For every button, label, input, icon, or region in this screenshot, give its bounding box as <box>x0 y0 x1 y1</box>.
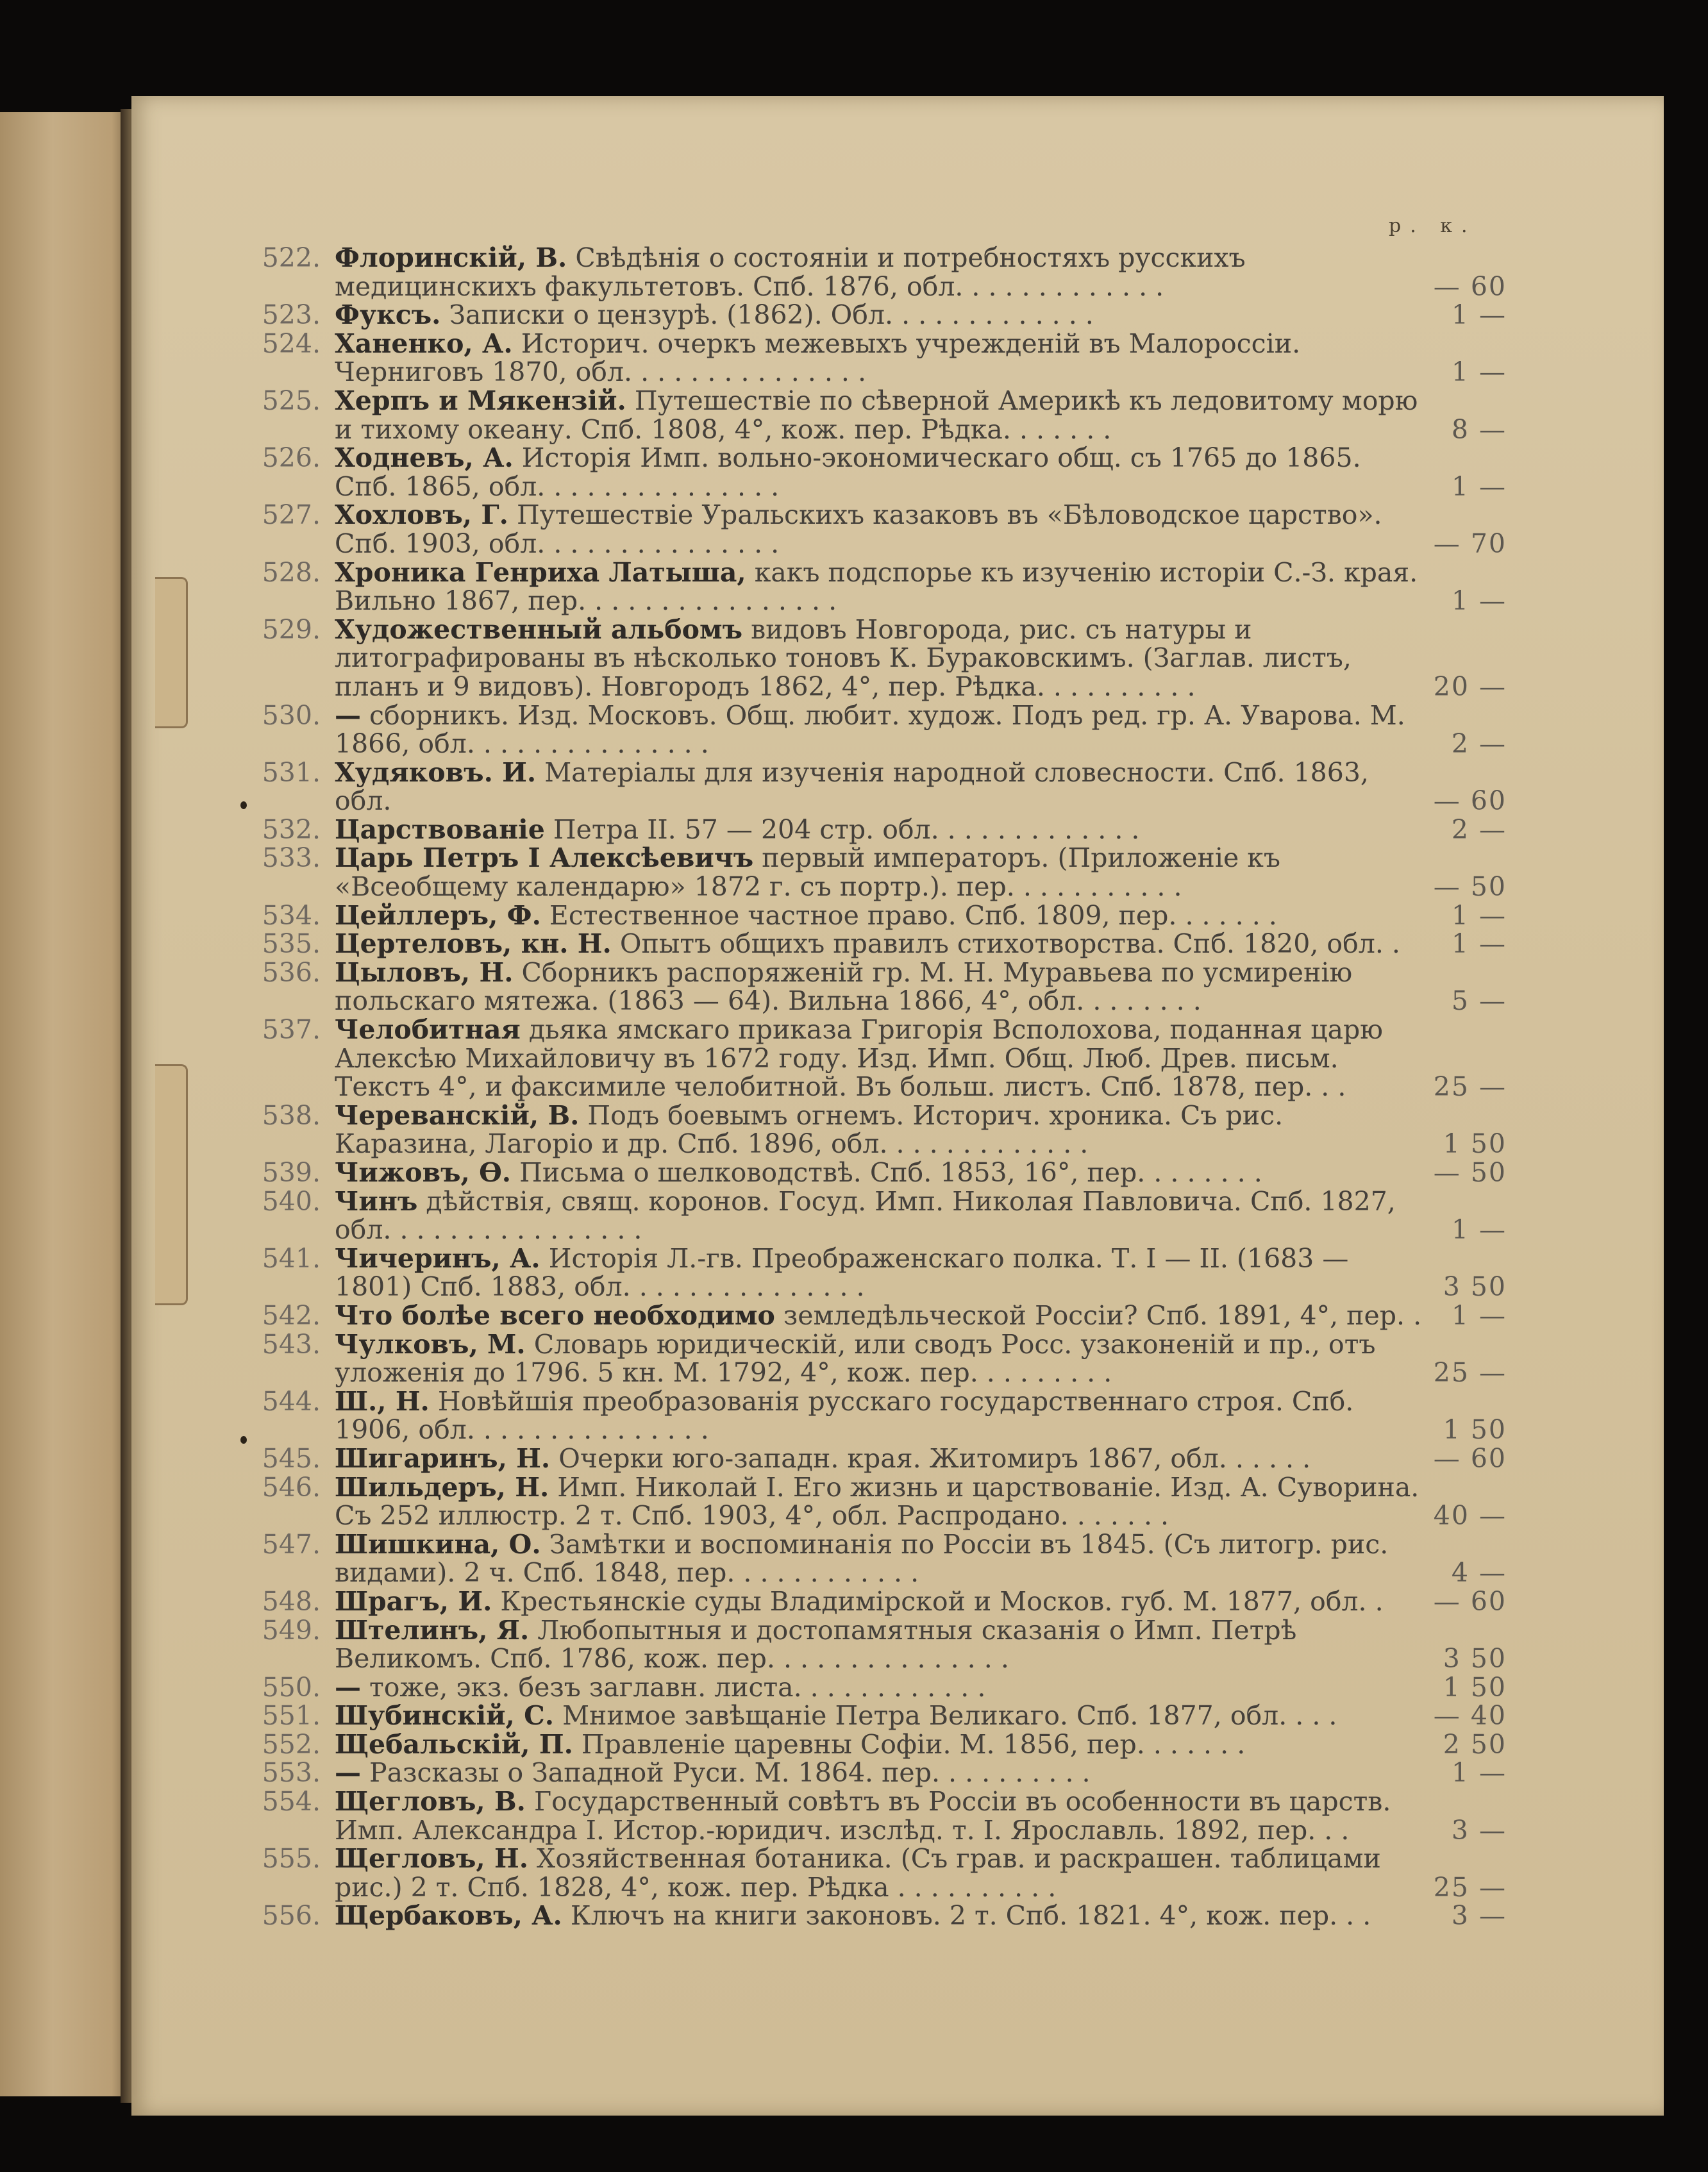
price-column-header: р. к. <box>1389 215 1477 237</box>
left-page-edge <box>0 112 131 2096</box>
entry-price: 1 — <box>1451 356 1507 388</box>
entry-price: — 60 <box>1433 1442 1507 1474</box>
entry-number: 525. <box>262 385 321 416</box>
entry-number: 536. <box>262 957 321 988</box>
entry-price: 3 — <box>1451 1900 1507 1932</box>
entry-author: Щегловъ, Н. <box>335 1843 528 1875</box>
entry-number: 542. <box>262 1299 321 1331</box>
entry-price: 3 — <box>1451 1814 1507 1846</box>
entry-description: Словарь юридическій, или сводъ Росс. узаконеній и пр., отъ уложенія до 1796. 5 кн. М. 1792, 4°, кож. пер. . . . . . . . . <box>335 1328 1376 1389</box>
entry-description: Исторія Л.-гв. Преображенскаго полка. Т. I — II. (1683 — 1801) Спб. 1883, обл. . . . . . . . . . . . . . . <box>335 1242 1349 1303</box>
binding-hole <box>240 1436 247 1444</box>
entry-author: Чулковъ, М. <box>335 1328 526 1360</box>
entry-description: Правленіе царевны Софіи. М. 1856, пер. . . . . . . <box>581 1728 1246 1760</box>
entry-price: 1 — <box>1451 1214 1507 1246</box>
entry-price: 25 — <box>1433 1357 1507 1389</box>
entry-price: 4 — <box>1451 1557 1507 1589</box>
entry-author: Худяковъ. И. <box>335 756 537 788</box>
entry-description: земледѣльческой Россіи? Спб. 1891, 4°, пер. . <box>783 1299 1422 1331</box>
entry-description: Разсказы о Западной Руси. М. 1864. пер. . . . . . . . . . <box>369 1757 1091 1789</box>
entry-author: Хохловъ, Г. <box>335 499 508 531</box>
entry-number: 541. <box>262 1242 321 1274</box>
entry-text <box>263 1730 1425 1759</box>
entry-author: Чичеринъ, А. <box>335 1242 540 1274</box>
entry-description: Путешествіе Уральскихъ казаковъ въ «Бѣловодское царство». Спб. 1903, обл. . . . . . . . . . . . . . . <box>335 499 1382 559</box>
entry-text <box>263 844 1425 901</box>
entry-price: 3 50 <box>1443 1643 1507 1675</box>
entry-text <box>263 901 1425 930</box>
entry-text <box>263 1616 1425 1673</box>
entry-text <box>263 444 1425 501</box>
entry-author: Ходневъ, А. <box>335 442 514 474</box>
entry-text <box>263 1844 1425 1901</box>
entry-price: — 40 <box>1433 1700 1507 1732</box>
entry-author: Художественный альбомъ <box>335 614 743 645</box>
entry-description: тоже, экз. безъ заглавн. листа. . . . . . . . . . . . <box>369 1671 986 1703</box>
catalog-entry <box>262 499 1507 559</box>
entry-price: 1 — <box>1451 1757 1507 1789</box>
entry-description: Замѣтки и воспоминанія по Россіи въ 1845. (Съ литогр. рис. видами). 2 ч. Спб. 1848, пер. . . . . . . . . . . . <box>335 1528 1389 1589</box>
catalog-entry <box>262 1757 1507 1789</box>
binding-tab <box>155 1064 188 1305</box>
catalog-entry <box>262 1471 1507 1532</box>
entry-number: 544. <box>262 1385 321 1417</box>
entry-author: Щебальскій, П. <box>335 1728 573 1760</box>
entry-price: 25 — <box>1433 1071 1507 1103</box>
catalog-entry <box>262 814 1507 845</box>
entry-price: 2 — <box>1451 728 1507 760</box>
entry-number: 543. <box>262 1328 321 1360</box>
catalog-entry <box>262 1700 1507 1732</box>
entry-description: Ключъ на книги законовъ. 2 т. Спб. 1821. 4°, кож. пер. . . <box>570 1900 1371 1932</box>
entry-author: Чинъ <box>335 1185 418 1217</box>
entry-text <box>263 701 1425 758</box>
catalog-entry <box>262 1157 1507 1188</box>
entry-description: Новѣйшія преобразованія русскаго государственнаго строя. Спб. 1906, обл. . . . . . . . . . . . . . . <box>335 1385 1354 1446</box>
entry-price: — 70 <box>1433 528 1507 559</box>
entry-number: 532. <box>262 814 321 845</box>
entry-price: 1 — <box>1451 899 1507 931</box>
binding-tab <box>155 577 188 728</box>
entry-price: 3 50 <box>1443 1271 1507 1303</box>
catalog-entry <box>262 1671 1507 1703</box>
entry-price: 5 — <box>1451 985 1507 1017</box>
entry-description: Матеріалы для изученія народной словесности. Спб. 1863, обл. <box>335 756 1369 817</box>
entry-description: дѣйствія, свящ. коронов. Госуд. Имп. Николая Павловича. Спб. 1827, обл. . . . . . . . . . . . . . . . <box>335 1185 1396 1246</box>
entry-number: 529. <box>262 614 321 645</box>
entry-price: 20 — <box>1433 671 1507 702</box>
entry-price: 1 — <box>1451 928 1507 960</box>
entry-price: 1 — <box>1451 471 1507 502</box>
entry-author: Чижовъ, Ѳ. <box>335 1157 512 1188</box>
catalog-entry <box>262 899 1507 931</box>
entry-author: Флоринскій, В. <box>335 242 567 273</box>
entry-author: Царствованіе <box>335 814 545 845</box>
entry-price: 1 50 <box>1443 1414 1507 1446</box>
entry-description: Свѣдѣнія о состояніи и потребностяхъ русскихъ медицинскихъ факультетовъ. Спб. 1876, обл. . . . . . . . . . . . . <box>335 242 1246 302</box>
entry-number: 539. <box>262 1157 321 1188</box>
entry-number: 533. <box>262 842 321 874</box>
entry-text <box>263 301 1425 330</box>
entry-text <box>263 1330 1425 1387</box>
entry-description: Исторія Имп. вольно-экономическаго общ. съ 1765 до 1865. Спб. 1865, обл. . . . . . . . . . . . . . . <box>335 442 1361 502</box>
entry-number: 545. <box>262 1442 321 1474</box>
entry-author: Ш., Н. <box>335 1385 430 1417</box>
entry-author: Челобитная <box>335 1014 521 1046</box>
entry-price: — 60 <box>1433 785 1507 817</box>
entry-number: 549. <box>262 1614 321 1646</box>
entry-text <box>263 930 1425 958</box>
entry-description: первый императоръ. (Приложеніе къ «Всеобщему календарю» 1872 г. съ портр.). пер. . . . . . . . . . . <box>335 842 1280 903</box>
entry-number: 526. <box>262 442 321 474</box>
entry-number: 527. <box>262 499 321 531</box>
entry-description: Петра II. 57 — 204 стр. обл. . . . . . . . . . . . . <box>553 814 1140 845</box>
catalog-entry <box>262 242 1507 302</box>
catalog-entry <box>262 1328 1507 1389</box>
entry-number: 538. <box>262 1099 321 1131</box>
entry-number: 553. <box>262 1757 321 1789</box>
entry-text <box>263 1673 1425 1702</box>
entry-price: 1 50 <box>1443 1128 1507 1160</box>
entry-author: Херпъ и Мякензій. <box>335 385 626 416</box>
entry-number: 537. <box>262 1014 321 1046</box>
entry-description: Крестьянскіе суды Владимірской и Москов. губ. М. 1877, обл. . <box>500 1585 1384 1617</box>
catalog-entry <box>262 556 1507 617</box>
entry-number: 534. <box>262 899 321 931</box>
entry-text <box>263 330 1425 387</box>
entry-description: Очерки юго-западн. края. Житомиръ 1867, обл. . . . . . <box>558 1442 1311 1474</box>
entry-description: Путешествіе по сѣверной Америкѣ къ ледовитому морю и тихому океану. Спб. 1808, 4°, кож. пер. Рѣдка. . . . . . . <box>335 385 1418 445</box>
entry-number: 552. <box>262 1728 321 1760</box>
entry-number: 555. <box>262 1843 321 1875</box>
catalog-entry <box>262 1528 1507 1589</box>
entry-number: 546. <box>262 1471 321 1503</box>
entry-number: 548. <box>262 1585 321 1617</box>
entry-description: Подъ боевымъ огнемъ. Историч. хроника. Съ рис. Каразина, Лагоріо и др. Спб. 1896, обл. . . . . . . . . . . . . <box>335 1099 1284 1160</box>
entry-text <box>263 1901 1425 1930</box>
entry-author: — <box>335 1757 361 1789</box>
catalog-entry <box>262 385 1507 445</box>
catalog-entry <box>262 1728 1507 1760</box>
entry-price: — 60 <box>1433 1585 1507 1617</box>
entry-price: 25 — <box>1433 1871 1507 1903</box>
entry-author: Шубинскій, С. <box>335 1700 555 1732</box>
catalog-entry <box>262 1614 1507 1675</box>
entry-number: 523. <box>262 299 321 331</box>
catalog-entry <box>262 1786 1507 1846</box>
entry-text <box>263 815 1425 844</box>
catalog-entry <box>262 756 1507 817</box>
catalog-entry <box>262 328 1507 388</box>
entry-text <box>263 1473 1425 1530</box>
entry-author: Шигаринъ, Н. <box>335 1442 551 1474</box>
catalog-entry <box>262 1900 1507 1932</box>
entry-description: какъ подспорье къ изученію исторіи С.-З. края. Вильно 1867, пер. . . . . . . . . . . . . . . . <box>335 556 1418 617</box>
entry-description: Государственный совѣтъ въ Россіи въ особенности въ царств. Имп. Александра I. Истор.-юридич. изслѣд. т. I. Ярославль. 1892, пер. . . <box>335 1786 1391 1846</box>
catalog-entry <box>262 1185 1507 1246</box>
entry-text <box>263 1187 1425 1244</box>
entry-price: 2 50 <box>1443 1728 1507 1760</box>
catalog-entry <box>262 614 1507 702</box>
entry-text <box>263 615 1425 701</box>
entry-description: Имп. Николай I. Его жизнь и царствованіе. Изд. А. Суворина. Съ 252 иллюстр. 2 т. Спб. 1903, 4°, обл. Распродано. . . . . . . <box>335 1471 1419 1532</box>
entry-description: Сборникъ распоряженій гр. М. Н. Муравьева по усмиренію польскаго мятежа. (1863 — 64). Вильна 1866, 4°, обл. . . . . . . . <box>335 957 1353 1017</box>
entry-number: 551. <box>262 1700 321 1732</box>
entry-author: — <box>335 699 361 731</box>
entry-description: Опытъ общихъ правилъ стихотворства. Спб. 1820, обл. . <box>619 928 1400 960</box>
entry-description: Любопытныя и достопамятныя сказанія о Имп. Петрѣ Великомъ. Спб. 1786, кож. пер. . . . . . . . . . . . . . . <box>335 1614 1297 1675</box>
entry-description: Естественное частное право. Спб. 1809, пер. . . . . . . <box>549 899 1277 931</box>
entry-text <box>263 1530 1425 1587</box>
catalog-entry <box>262 699 1507 760</box>
entry-author: Хроника Генриха Латыша, <box>335 556 746 588</box>
entry-description: Историч. очеркъ межевыхъ учрежденій въ Малороссіи. Черниговъ 1870, обл. . . . . . . . . . . . . . . <box>335 328 1301 388</box>
entry-author: Щербаковъ, А. <box>335 1900 562 1932</box>
entry-text <box>263 758 1425 815</box>
catalog-entry <box>262 1585 1507 1617</box>
catalog-entry <box>262 1299 1507 1331</box>
entry-price: 1 50 <box>1443 1671 1507 1703</box>
entry-description: дьяка ямскаго приказа Григорія Всполохова, поданная царю Алексѣю Михайловичу въ 1672 году. Изд. Имп. Общ. Люб. Древ. письм. Текстъ 4°, и факсимиле челобитной. Въ больш. листъ. Спб. 1878, пер. . . <box>335 1014 1383 1103</box>
entry-author: Черевaнскій, В. <box>335 1099 580 1131</box>
entry-price: 1 — <box>1451 299 1507 331</box>
catalog-entry <box>262 957 1507 1017</box>
entry-number: 554. <box>262 1786 321 1817</box>
entry-number: 524. <box>262 328 321 359</box>
entry-text <box>263 1787 1425 1844</box>
catalog-listing <box>262 242 1507 1932</box>
entry-description: Письма о шелководствѣ. Спб. 1853, 16°, пер. . . . . . . . <box>519 1157 1262 1188</box>
entry-author: Шишкина, О. <box>335 1528 541 1560</box>
entry-text <box>263 1758 1425 1787</box>
entry-price: 1 — <box>1451 585 1507 617</box>
entry-number: 556. <box>262 1900 321 1932</box>
entry-description: Записки о цензурѣ. (1862). Обл. . . . . . . . . . . . . <box>449 299 1094 331</box>
entry-text <box>263 244 1425 301</box>
entry-description: Мнимое завѣщаніе Петра Великаго. Спб. 1877, обл. . . . <box>562 1700 1337 1732</box>
catalog-entry <box>262 1385 1507 1446</box>
entry-number: 535. <box>262 928 321 960</box>
entry-author: — <box>335 1671 361 1703</box>
entry-price: — 60 <box>1433 271 1507 302</box>
catalog-entry <box>262 442 1507 502</box>
entry-text <box>263 1301 1425 1330</box>
entry-price: — 50 <box>1433 871 1507 903</box>
catalog-entry <box>262 1843 1507 1903</box>
entry-author: Шильдеръ, Н. <box>335 1471 549 1503</box>
entry-text <box>263 1015 1425 1101</box>
entry-author: Цыловъ, Н. <box>335 957 514 988</box>
catalog-entry <box>262 1099 1507 1160</box>
entry-text <box>263 1244 1425 1301</box>
entry-text <box>263 558 1425 615</box>
entry-author: Щегловъ, В. <box>335 1786 526 1817</box>
entry-number: 547. <box>262 1528 321 1560</box>
entry-text <box>263 1387 1425 1444</box>
entry-text <box>263 1587 1425 1616</box>
entry-author: Шрагъ, И. <box>335 1585 492 1617</box>
entry-description: Хозяйственная ботаника. (Съ грав. и раскрашен. таблицами рис.) 2 т. Спб. 1828, 4°, кож. пер. Рѣдка . . . . . . . . . . <box>335 1843 1381 1903</box>
entry-number: 550. <box>262 1671 321 1703</box>
catalog-entry <box>262 1442 1507 1474</box>
entry-number: 540. <box>262 1185 321 1217</box>
catalog-entry <box>262 842 1507 903</box>
entry-author: Что болѣе всего необходимо <box>335 1299 775 1331</box>
entry-text <box>263 958 1425 1015</box>
entry-text <box>263 1158 1425 1187</box>
entry-text <box>263 1101 1425 1158</box>
entry-description: сборникъ. Изд. Московъ. Общ. любит. худож. Подъ ред. гр. А. Уварова. М. 1866, обл. . . . . . . . . . . . . . . <box>335 699 1405 760</box>
entry-author: Фуксъ. <box>335 299 441 331</box>
entry-author: Штелинъ, Я. <box>335 1614 530 1646</box>
entry-author: Царь Петръ I Алексѣевичъ <box>335 842 754 874</box>
entry-price: 1 — <box>1451 1299 1507 1331</box>
entry-text <box>263 387 1425 444</box>
catalog-entry <box>262 1014 1507 1103</box>
entry-description: видовъ Новгорода, рис. съ натуры и литографированы въ нѣсколько тоновъ К. Бураковскимъ. (Заглав. листъ, планъ и 9 видовъ). Новгородъ 1862, 4°, пер. Рѣдка. . . . . . . . . . <box>335 614 1352 702</box>
entry-text <box>263 1444 1425 1473</box>
entry-price: 2 — <box>1451 814 1507 845</box>
catalog-entry <box>262 928 1507 960</box>
entry-number: 522. <box>262 242 321 273</box>
entry-author: Ханенко, А. <box>335 328 513 359</box>
entry-text <box>263 501 1425 558</box>
entry-author: Цертеловъ, кн. Н. <box>335 928 612 960</box>
entry-price: — 50 <box>1433 1157 1507 1188</box>
binding-hole <box>240 801 247 809</box>
entry-text <box>263 1701 1425 1730</box>
catalog-entry <box>262 299 1507 331</box>
entry-number: 530. <box>262 699 321 731</box>
catalog-entry <box>262 1242 1507 1303</box>
entry-number: 528. <box>262 556 321 588</box>
entry-price: 40 — <box>1433 1500 1507 1532</box>
entry-number: 531. <box>262 756 321 788</box>
entry-price: 8 — <box>1451 414 1507 445</box>
entry-author: Цейллеръ, Ф. <box>335 899 541 931</box>
